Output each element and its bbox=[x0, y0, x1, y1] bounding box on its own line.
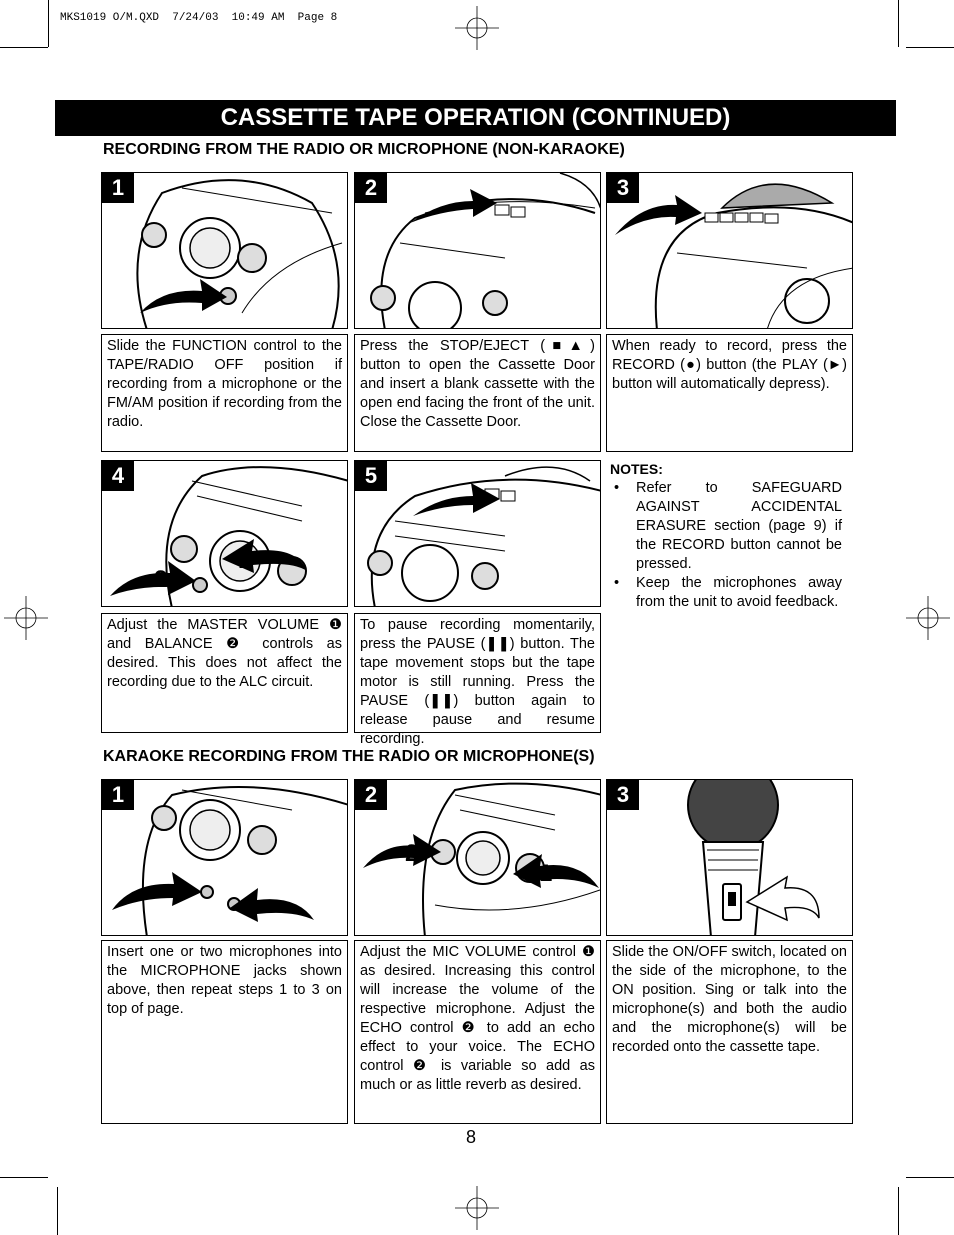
step-number-badge: 1 bbox=[102, 780, 134, 810]
arrow-icon bbox=[102, 780, 348, 936]
step-number-badge: 1 bbox=[102, 173, 134, 203]
illustration-step-1 bbox=[101, 172, 348, 329]
section-heading-recording: RECORDING FROM THE RADIO OR MICROPHONE (NON-KARAOKE) bbox=[103, 141, 625, 158]
arrow-icon bbox=[355, 173, 601, 329]
step-1-text: Slide the FUNCTION control to the TAPE/RADIO OFF position if recording from a microphone or the FM/AM position if recording from the radio. bbox=[101, 334, 348, 452]
step-number-badge: 2 bbox=[355, 780, 387, 810]
callout-number: 2 bbox=[405, 840, 419, 867]
illustration-step-2 bbox=[354, 172, 601, 329]
step-5-text: To pause recording momentarily, press the PAUSE (❚❚) button. The tape movement stops but the tape motor is still running. Press the PAUSE (❚❚) button again to release pause and resume recording. bbox=[354, 613, 601, 733]
arrow-icon bbox=[607, 173, 853, 329]
registration-mark-left bbox=[4, 596, 48, 640]
registration-mark-bottom bbox=[455, 1186, 499, 1230]
step-3-text: When ready to record, press the RECORD (●) button (the PLAY (►) button will automatically depress). bbox=[606, 334, 853, 452]
karaoke-step-3-text: Slide the ON/OFF switch, located on the side of the microphone, to the ON position. Sing or talk into the microphone(s) and both the audio and the microphone(s) will be recorded onto the cassette tape. bbox=[606, 940, 853, 1124]
printer-slug: MKS1019 O/M.QXD 7/24/03 10:49 AM Page 8 bbox=[60, 12, 338, 24]
callout-number: 2 bbox=[154, 566, 168, 593]
note-item: • Keep the microphones away from the unit to avoid feedback. bbox=[610, 574, 842, 612]
arrow-icon bbox=[607, 780, 853, 936]
notes-block bbox=[610, 460, 842, 612]
section-heading-karaoke: KARAOKE RECORDING FROM THE RADIO OR MICROPHONE(S) bbox=[103, 748, 595, 765]
note-item: • Refer to SAFEGUARD AGAINST ACCIDENTAL ERASURE section (page 9) if the RECORD button cannot be pressed. bbox=[610, 479, 842, 574]
karaoke-step-1-text: Insert one or two microphones into the MICROPHONE jacks shown above, then repeat steps 1 to 3 on top of page. bbox=[101, 940, 348, 1124]
illustration-karaoke-step-2 bbox=[354, 779, 601, 936]
callout-number: 1 bbox=[238, 547, 252, 574]
step-number-badge: 2 bbox=[355, 173, 387, 203]
page-number: 8 bbox=[466, 1127, 477, 1147]
step-number-badge: 4 bbox=[102, 461, 134, 491]
illustration-karaoke-step-3 bbox=[606, 779, 853, 936]
step-2-text: Press the STOP/EJECT (■▲) button to open the Cassette Door and insert a blank cassette with the open end facing the front of the unit. Close the Cassette Door. bbox=[354, 334, 601, 452]
illustration-step-5 bbox=[354, 460, 601, 607]
step-number-badge: 3 bbox=[607, 780, 639, 810]
illustration-step-3 bbox=[606, 172, 853, 329]
page-title: CASSETTE TAPE OPERATION (CONTINUED) bbox=[55, 100, 896, 136]
step-number-badge: 5 bbox=[355, 461, 387, 491]
arrow-icon bbox=[102, 461, 348, 607]
callout-number: 1 bbox=[539, 860, 553, 887]
arrow-icon bbox=[355, 461, 601, 607]
illustration-step-4 bbox=[101, 460, 348, 607]
arrow-icon bbox=[102, 173, 348, 329]
step-number-badge: 3 bbox=[607, 173, 639, 203]
illustration-karaoke-step-1 bbox=[101, 779, 348, 936]
step-4-text: Adjust the MASTER VOLUME ❶ and BALANCE ❷ controls as desired. This does not affect the recording due to the ALC circuit. bbox=[101, 613, 348, 733]
registration-mark-right bbox=[906, 596, 950, 640]
notes-heading: NOTES: bbox=[610, 461, 663, 477]
karaoke-step-2-text: Adjust the MIC VOLUME control ❶ as desired. Increasing this control will increase the volume of the respective microphone. Adjust the ECHO control ❷ to add an echo effect to your voice. The ECHO control ❷ is variable so add as much or as little reverb as desired. bbox=[354, 940, 601, 1124]
registration-mark-top bbox=[455, 6, 499, 50]
arrow-icon bbox=[355, 780, 601, 936]
